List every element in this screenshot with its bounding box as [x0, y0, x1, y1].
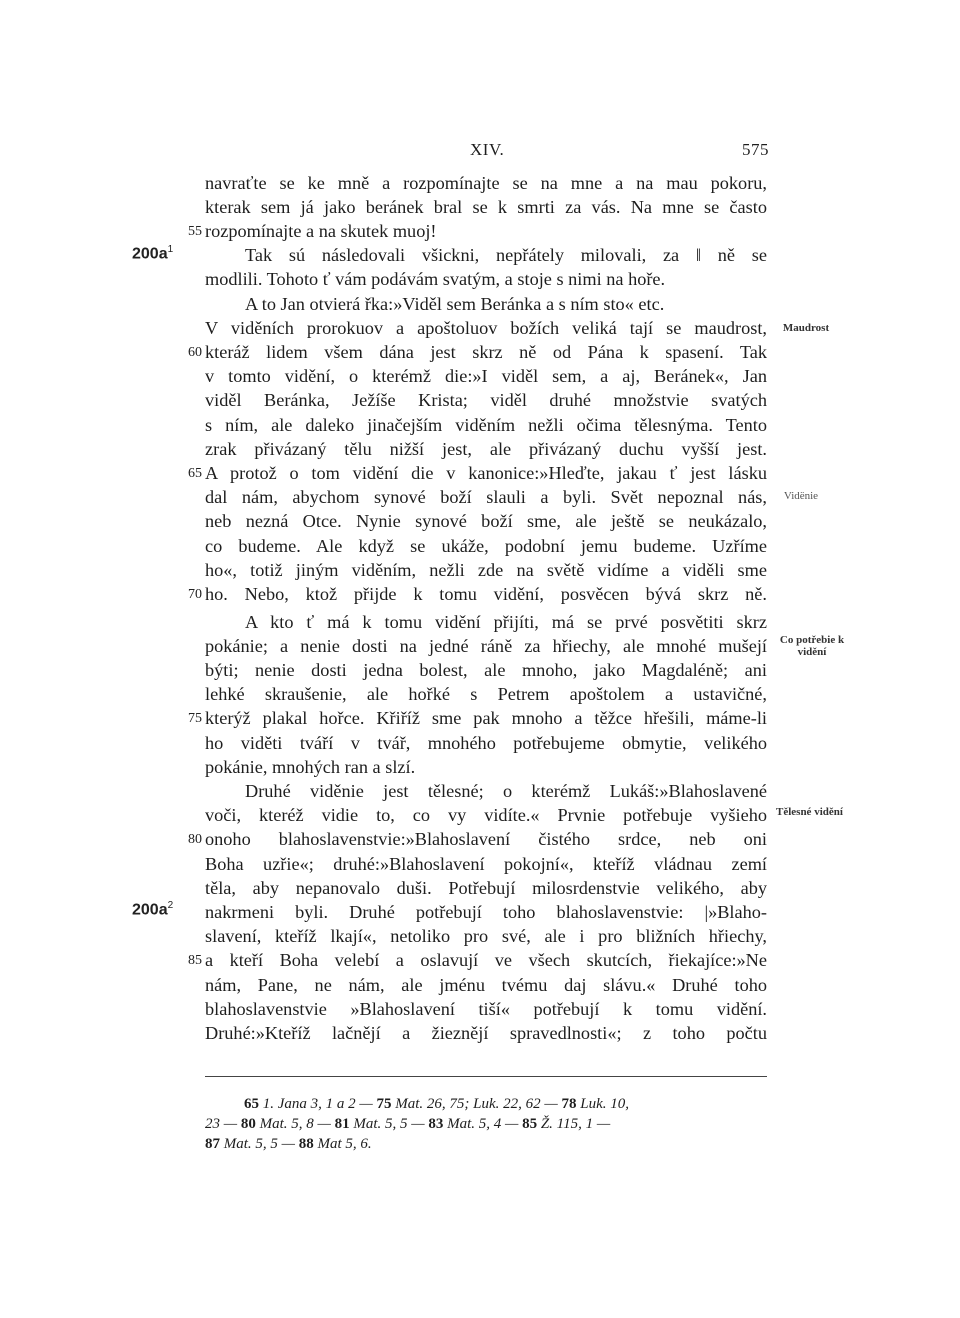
folio-label: 200a [132, 901, 168, 919]
footnote-text: Luk. 10, [576, 1096, 629, 1112]
text-line: neb nezná Otce. Nynie synové boží sme, ale ještě se neukázalo, [205, 511, 767, 531]
text-line: těla, aby nepanovalo duši. Potřebují milosrdenstvie velikého, aby [205, 878, 767, 898]
text-line: co budeme. Ale když se ukáže, podobní jemu budeme. Uzříme [205, 536, 767, 556]
text-line: pokánie; a nenie dosti na jedné ráně za hřiechy, ale mnohé mušejí [205, 636, 767, 656]
text-line: Boha uzřie«; druhé:»Blahoslavení pokojní«, kteříž vládnau zemí [205, 854, 767, 874]
text-line: kterýž plakal hořce. Křiříž sme pak mnoho a těžce hřešili, máme-li [205, 708, 767, 728]
line-number: 60 [188, 345, 202, 360]
footnote-rule [205, 1076, 767, 1077]
text-line: A to Jan otvierá řka:»Viděl sem Beránka a s ním sto« etc. [245, 294, 665, 314]
text-line: v tomto vidění, o kterémž die:»I viděl sem, a aj, Beránek«, Jan [205, 366, 767, 386]
footnote-ref: 80 [240, 1116, 256, 1132]
text-line: zrak přivázaný tělu nižší jest, ale přivázaný duchu vyšší jest. [205, 439, 767, 459]
folio-label: 200a [132, 245, 168, 263]
folio-marker [132, 244, 173, 263]
text-line: Druhé viděnie jest tělesné; o kterémž Lukáš:»Blahoslavené [245, 781, 767, 801]
footnote-ref: 88 [298, 1136, 314, 1152]
footnote-ref: 87 [205, 1136, 220, 1152]
footnote-ref: 78 [561, 1096, 577, 1112]
footnote-ref: 75 [376, 1096, 392, 1112]
footnote-text: Mat. 5, 4 — [443, 1116, 523, 1132]
text-line: nám, Pane, ne nám, ale jménu tvému daj slávu.« Druhé toho [205, 975, 767, 995]
text-line: slavení, kteříž lkají«, netoliko pro své, ale i pro bližních hřiechy, [205, 926, 767, 946]
line-number: 70 [188, 587, 202, 602]
margin-note: Tělesné vidění [776, 806, 843, 818]
line-number: 55 [188, 224, 202, 239]
page-number: 575 [742, 140, 769, 159]
folio-superscript: 2 [167, 900, 174, 911]
text-line: lehké skraušenie, ale hořké s Petrem apoštolem a ustavičné, [205, 684, 767, 704]
text-line: dal nám, abychom synové boží slauli a byli. Svět nepoznal nás, [205, 487, 767, 507]
text-line: Tak sú následovali všickni, nepřátely milovali, za ‖ ně se [245, 245, 767, 265]
margin-note: Co potřebie k vidění [779, 634, 845, 658]
folio-superscript: 1 [167, 244, 174, 255]
footnote-ref: 83 [428, 1116, 444, 1132]
line-number: 75 [188, 711, 202, 726]
footnote-ref: 81 [334, 1116, 350, 1132]
text-line: modlili. Tohoto ť vám podávám svatým, a stoje s nimi na hoře. [205, 269, 666, 289]
footnote-ref: 85 [522, 1116, 538, 1132]
text-line: kteráž lidem všem dána jest skrz ně od Pána k spasení. Tak [205, 342, 767, 362]
line-number: 65 [188, 466, 202, 481]
text-line: kterak sem já jako beránek bral se k smrti za vás. Na mne se často [205, 197, 767, 217]
footnote-text: Mat. 26, 75; Luk. 22, 62 — [391, 1096, 562, 1112]
footnote-text: 1. Jana 3, 1 a 2 — [259, 1096, 377, 1112]
text-line: ho«, totiž jiným viděním, nežli zde na světě vidíme a viděli sme [205, 560, 767, 580]
footnote-line [205, 1114, 770, 1134]
footnote-line [205, 1134, 770, 1154]
footnote-text: Mat 5, 6. [313, 1136, 372, 1152]
text-line: viděl Beránka, Ježíše Krista; viděl druhé množstvie svatých [205, 390, 767, 410]
line-number: 85 [188, 953, 202, 968]
footnote-text: 23 — [205, 1116, 241, 1132]
text-line: onoho blahoslavenstvie:»Blahoslavení čistého srdce, neb oni [205, 829, 767, 849]
text-line: A kto ť má k tomu vidění přijíti, má se prvé posvětiti skrz [245, 612, 767, 632]
footnote-text: Mat. 5, 5 — [220, 1136, 299, 1152]
text-line: s ním, ale daleko jinačejším viděním nežli očima tělesnýma. Tento [205, 415, 767, 435]
text-line: voči, kteréž vidie to, co vy vidíte.« Prvnie potřebuje vyšieho [205, 805, 767, 825]
footnote-text: Ž. 115, 1 — [537, 1116, 611, 1132]
text-line: nakrmeni byli. Druhé potřebují toho blahoslavenstvie: |»Blaho- [205, 902, 767, 922]
text-line: pokánie, mnohých ran a slzí. [205, 757, 416, 777]
text-line: Druhé:»Kteříž lačnějí a žieznějí spravedlnosti«; z toho počtu [205, 1023, 767, 1043]
folio-marker [132, 900, 173, 919]
margin-note: Vidënie [783, 490, 819, 502]
text-line: ho. Nebo, ktož přijde k tomu vidění, posvěcen bývá skrz ně. [205, 584, 767, 604]
text-line: blahoslavenstvie »Blahoslavení tiší« potřebují k tomu vidění. [205, 999, 767, 1019]
footnote-line [244, 1094, 809, 1114]
text-line: býti; nenie dosti jedna bolest, ale mnoho, jako Magdaléně; ani [205, 660, 767, 680]
text-line: ho viděti tváří v tvář, mnohého potřebujeme obmytie, velikého [205, 733, 767, 753]
text-line: rozpomínajte a na skutek muoj! [205, 221, 437, 241]
text-line: navraťte se ke mně a rozpomínajte se na mne a na mau pokoru, [205, 173, 767, 193]
text-line: V viděních prorokuov a apoštoluov božích veliká tají se maudrost, [205, 318, 767, 338]
line-number: 80 [188, 832, 202, 847]
footnote-text: Mat. 5, 5 — [349, 1116, 429, 1132]
footnote-text: Mat. 5, 8 — [255, 1116, 335, 1132]
chapter-heading: XIV. [470, 140, 505, 159]
text-line: A protož o tom vidění die v kanonice:»Hleďte, jakau ť jest lásku [205, 463, 767, 483]
footnote-ref: 65 [244, 1096, 259, 1112]
text-line: a kteří Boha velebí a oslavují ve všech skutcích, řiekajíce:»Ne [205, 950, 767, 970]
margin-note: Maudrost [782, 322, 830, 334]
